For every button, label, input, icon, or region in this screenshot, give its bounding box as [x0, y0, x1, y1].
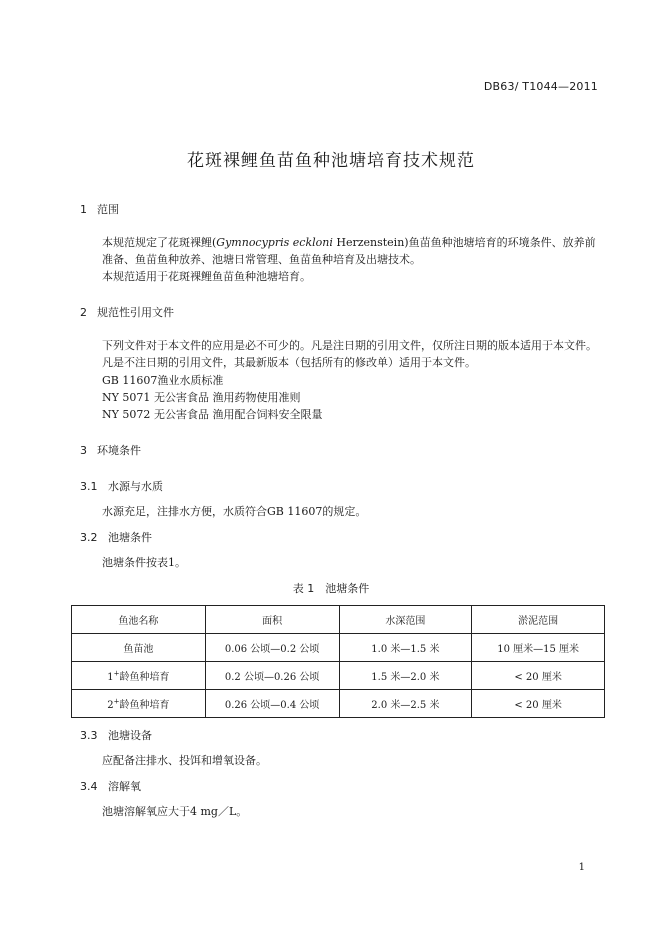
table-cell: 2+龄鱼种培育: [72, 690, 206, 718]
reference-name: 无公害食品 渔用配合饲料安全限量: [154, 408, 323, 421]
section-1-heading: [80, 201, 119, 217]
column-header: 水深范围: [339, 606, 472, 634]
table-cell: < 20 厘米: [472, 690, 605, 718]
section-3-3-heading: [80, 727, 152, 743]
table-row: [72, 690, 605, 718]
section-title: 范围: [97, 203, 119, 216]
section-title: 池塘设备: [108, 729, 152, 742]
section-2-heading: [80, 304, 174, 320]
section-1-body: [80, 234, 601, 269]
section-title: 溶解氧: [108, 780, 141, 793]
section-title: 规范性引用文件: [97, 306, 174, 319]
reference-code: NY 5071: [102, 391, 151, 404]
reference-item: [102, 406, 323, 422]
column-header: 鱼池名称: [72, 606, 206, 634]
section-number: 3.4: [80, 780, 98, 793]
table-cell: 0.2 公顷—0.26 公顷: [205, 662, 339, 690]
section-3-3-body: 应配备注排水、投饵和增氧设备。: [102, 754, 267, 767]
section-number: 2: [80, 306, 87, 319]
section-title: 环境条件: [97, 444, 141, 457]
page-number: 1: [578, 862, 585, 873]
reference-name: 无公害食品 渔用药物使用准则: [154, 391, 301, 404]
reference-item: [102, 389, 301, 405]
table-cell: 10 厘米—15 厘米: [472, 634, 605, 662]
table-caption: 表 1 池塘条件: [292, 582, 370, 595]
section-title: 水源与水质: [108, 480, 163, 493]
section-number: 3.1: [80, 480, 98, 493]
table-cell: 1+龄鱼种培育: [72, 662, 206, 690]
section-number: 1: [80, 203, 87, 216]
scope-paragraph: 本规范规定了花斑裸鲤(Gymnocypris eckloni Herzenstein)鱼苗鱼种池塘培育的环境条件、放养前准备、鱼苗鱼种放养、池塘日常管理、鱼苗鱼种培育及出塘技术。: [102, 236, 596, 267]
section-title: 池塘条件: [108, 531, 152, 544]
section-3-2-body: 池塘条件按表1。: [102, 556, 186, 569]
section-3-1-heading: [80, 478, 163, 494]
section-number: 3.2: [80, 531, 98, 544]
section-3-2-heading: [80, 529, 152, 545]
section-3-heading: [80, 442, 141, 458]
table-cell: 鱼苗池: [72, 634, 206, 662]
section-number: 3: [80, 444, 87, 457]
scope-applicability: 本规范适用于花斑裸鲤鱼苗鱼种池塘培育。: [102, 270, 311, 283]
column-header: 面积: [205, 606, 339, 634]
table-cell: 1.5 米—2.0 米: [339, 662, 472, 690]
table-cell: 1.0 米—1.5 米: [339, 634, 472, 662]
section-3-4-heading: [80, 778, 141, 794]
document-title: 花斑裸鲤鱼苗鱼种池塘培育技术规范: [187, 151, 475, 171]
reference-code: NY 5072: [102, 408, 151, 421]
normative-references-paragraph: 下列文件对于本文件的应用是必不可少的。凡是注日期的引用文件，仅所注日期的版本适用于本文件。凡是不注日期的引用文件，其最新版本（包括所有的修改单）适用于本文件。: [102, 339, 597, 370]
table-cell: < 20 厘米: [472, 662, 605, 690]
latin-species-name: Gymnocypris eckloni: [216, 236, 333, 249]
reference-name: 渔业水质标准: [157, 374, 224, 387]
standard-code: DB63/ T1044—2011: [483, 80, 598, 93]
table-cell: 2.0 米—2.5 米: [339, 690, 472, 718]
table-header-row: [72, 606, 605, 634]
reference-item: [102, 372, 223, 388]
table-row: [72, 662, 605, 690]
table-cell: 0.26 公顷—0.4 公顷: [205, 690, 339, 718]
pond-conditions-table: [71, 605, 605, 718]
section-3-4-body: 池塘溶解氧应大于4 mg／L。: [102, 805, 248, 818]
table-row: [72, 634, 605, 662]
reference-code: GB 11607: [102, 374, 158, 387]
section-3-1-body: 水源充足，注排水方便，水质符合GB 11607的规定。: [102, 505, 367, 518]
table-cell: 0.06 公顷—0.2 公顷: [205, 634, 339, 662]
section-number: 3.3: [80, 729, 98, 742]
column-header: 淤泥范围: [472, 606, 605, 634]
